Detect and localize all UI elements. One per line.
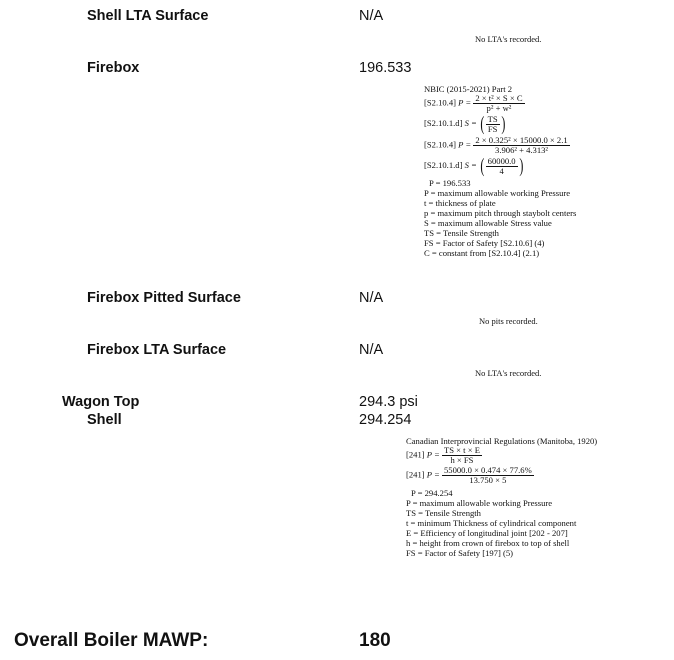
shell-calc-source: Canadian Interprovincial Regulations (Manitoba, 1920) bbox=[406, 436, 598, 446]
firebox-legend-item: TS = Tensile Strength bbox=[424, 228, 499, 238]
shell-legend-item: FS = Factor of Safety [197] (5) bbox=[406, 548, 513, 558]
firebox-formula-substituted: [S2.10.4] P = $\frac{\text{2 × 0.325² × 15000.0 × 2.1}}{\text{3.906² + 4.313²}}$ bbox=[424, 135, 568, 155]
firebox-pitted-note: No pits recorded. bbox=[479, 316, 538, 326]
shell-value: 294.254 bbox=[359, 412, 412, 428]
firebox-legend-item: C = constant from [S2.10.4] (2.1) bbox=[424, 248, 540, 258]
shell-label: Shell bbox=[87, 412, 122, 428]
firebox-calculation bbox=[424, 84, 576, 258]
firebox-label: Firebox bbox=[87, 60, 140, 76]
shell-legend-item: P = maximum allowable working Pressure bbox=[406, 498, 553, 508]
shell-legend-item: TS = Tensile Strength bbox=[406, 508, 481, 518]
firebox-calc-result: P = 196.533 bbox=[429, 178, 471, 188]
firebox-formula-general: [S2.10.4] P = $\frac{\text{2 × t² × S × C}}{\text{p² + w²}}$ bbox=[424, 93, 523, 113]
firebox-pitted-value: N/A bbox=[359, 290, 384, 306]
firebox-legend-item: t = thickness of plate bbox=[424, 198, 496, 208]
shell-legend-item: h = height from crown of firebox to top of shell bbox=[406, 538, 570, 548]
shell-calc-result: P = 294.254 bbox=[411, 488, 453, 498]
firebox-lta-label: Firebox LTA Surface bbox=[87, 342, 227, 358]
firebox-legend-item: P = maximum allowable working Pressure bbox=[424, 188, 571, 198]
firebox-legend-item: FS = Factor of Safety [S2.10.6] (4) bbox=[424, 238, 545, 248]
firebox-formula-stress: [S2.10.1.d] S = ( $\frac{TS}{FS}$ ) bbox=[424, 113, 506, 135]
shell-lta-value: N/A bbox=[359, 8, 384, 24]
firebox-value: 196.533 bbox=[359, 60, 412, 76]
shell-formula-substituted: [241] P = $\frac{55000.0 \times 0.474 \times 77.6\%}{13.750 \times 5}$ bbox=[406, 465, 532, 485]
overall-mawp-value: 180 bbox=[359, 630, 391, 651]
shell-legend-item: E = Efficiency of longitudinal joint [202 - 207] bbox=[406, 528, 568, 538]
shell-lta-label: Shell LTA Surface bbox=[87, 8, 209, 24]
overall-mawp-label: Overall Boiler MAWP: bbox=[14, 630, 209, 651]
shell-legend-item: t = minimum Thickness of cylindrical component bbox=[406, 518, 577, 528]
firebox-calc-source: NBIC (2015-2021) Part 2 bbox=[424, 84, 513, 94]
firebox-lta-value: N/A bbox=[359, 342, 384, 358]
shell-lta-note: No LTA's recorded. bbox=[475, 34, 542, 44]
firebox-lta-note: No LTA's recorded. bbox=[475, 368, 542, 378]
wagon-top-label: Wagon Top bbox=[62, 394, 140, 410]
firebox-legend-item: S = maximum allowable Stress value bbox=[424, 218, 552, 228]
shell-calculation bbox=[406, 436, 597, 558]
firebox-pitted-label: Firebox Pitted Surface bbox=[87, 290, 241, 306]
firebox-formula-stress-substituted: [S2.10.1.d] S = ( $\frac{60000.0}{4}$ ) bbox=[424, 155, 523, 177]
firebox-legend-item: p = maximum pitch through staybolt centers bbox=[424, 208, 577, 218]
wagon-top-value: 294.3 psi bbox=[359, 394, 418, 410]
shell-formula-general: [241] P = $\frac{TS \times t \times E}{h \times FS}$ bbox=[406, 445, 480, 465]
